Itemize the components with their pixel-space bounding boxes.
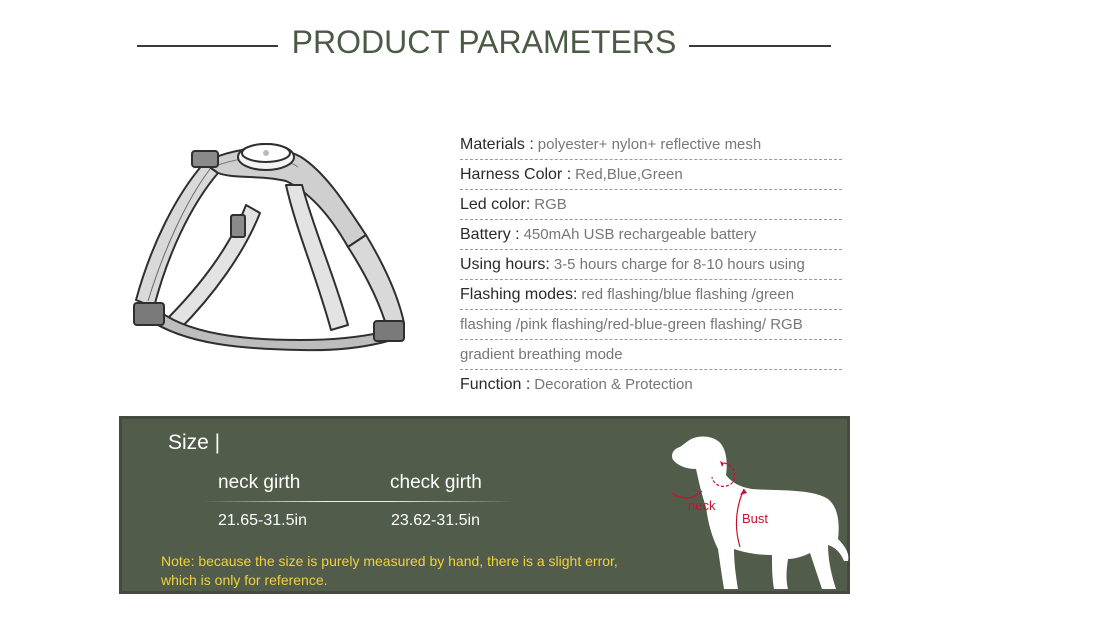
param-value: 3-5 hours charge for 8-10 hours using: [553, 256, 805, 273]
param-led-color: [460, 190, 842, 220]
size-title: Size |: [168, 431, 221, 454]
param-materials: [460, 130, 842, 160]
param-label: Flashing modes:: [460, 285, 578, 303]
param-using-hours: [460, 250, 842, 280]
param-label: Using hours:: [460, 255, 550, 273]
param-value: red flashing/blue flashing /green: [581, 286, 795, 303]
size-note: Note: because the size is purely measured by hand, there is a slight error, which is only for reference.: [161, 553, 618, 588]
title-line-right: [689, 45, 831, 47]
neck-girth-header: neck girth: [218, 472, 301, 493]
param-flashing-modes: [460, 280, 842, 310]
param-harness-color: [460, 160, 842, 190]
parameter-list: [460, 130, 842, 399]
neck-label: neck: [688, 498, 716, 513]
bust-label: Bust: [742, 511, 769, 526]
neck-girth-value: 21.65-31.5in: [218, 512, 307, 529]
param-value: Red,Blue,Green: [575, 166, 683, 183]
param-label: Battery :: [460, 225, 520, 243]
check-girth-value: 23.62-31.5in: [391, 512, 480, 529]
param-value: Decoration & Protection: [534, 376, 693, 393]
size-divider: [202, 501, 514, 502]
param-value: 450mAh USB rechargeable battery: [523, 226, 757, 243]
param-label: Harness Color :: [460, 165, 572, 183]
param-flashing-modes-cont: [460, 310, 842, 340]
param-label: Function :: [460, 375, 531, 393]
size-panel: [119, 416, 850, 594]
param-value: flashing /pink flashing/red-blue-green flashing/ RGB: [460, 316, 803, 333]
harness-image: [126, 135, 416, 365]
check-girth-header: check girth: [390, 472, 482, 493]
param-label: Materials :: [460, 135, 534, 153]
param-value: gradient breathing mode: [460, 346, 623, 363]
param-label: Led color:: [460, 195, 531, 213]
param-value: polyester+ nylon+ reflective mesh: [537, 136, 762, 153]
param-flashing-modes-cont-2: [460, 340, 842, 370]
dog-measurement-diagram: [652, 427, 852, 595]
title-line-left: [137, 45, 278, 47]
page-title: PRODUCT PARAMETERS: [291, 24, 677, 60]
param-battery: [460, 220, 842, 250]
param-function: [460, 370, 842, 399]
param-value: RGB: [534, 196, 567, 213]
